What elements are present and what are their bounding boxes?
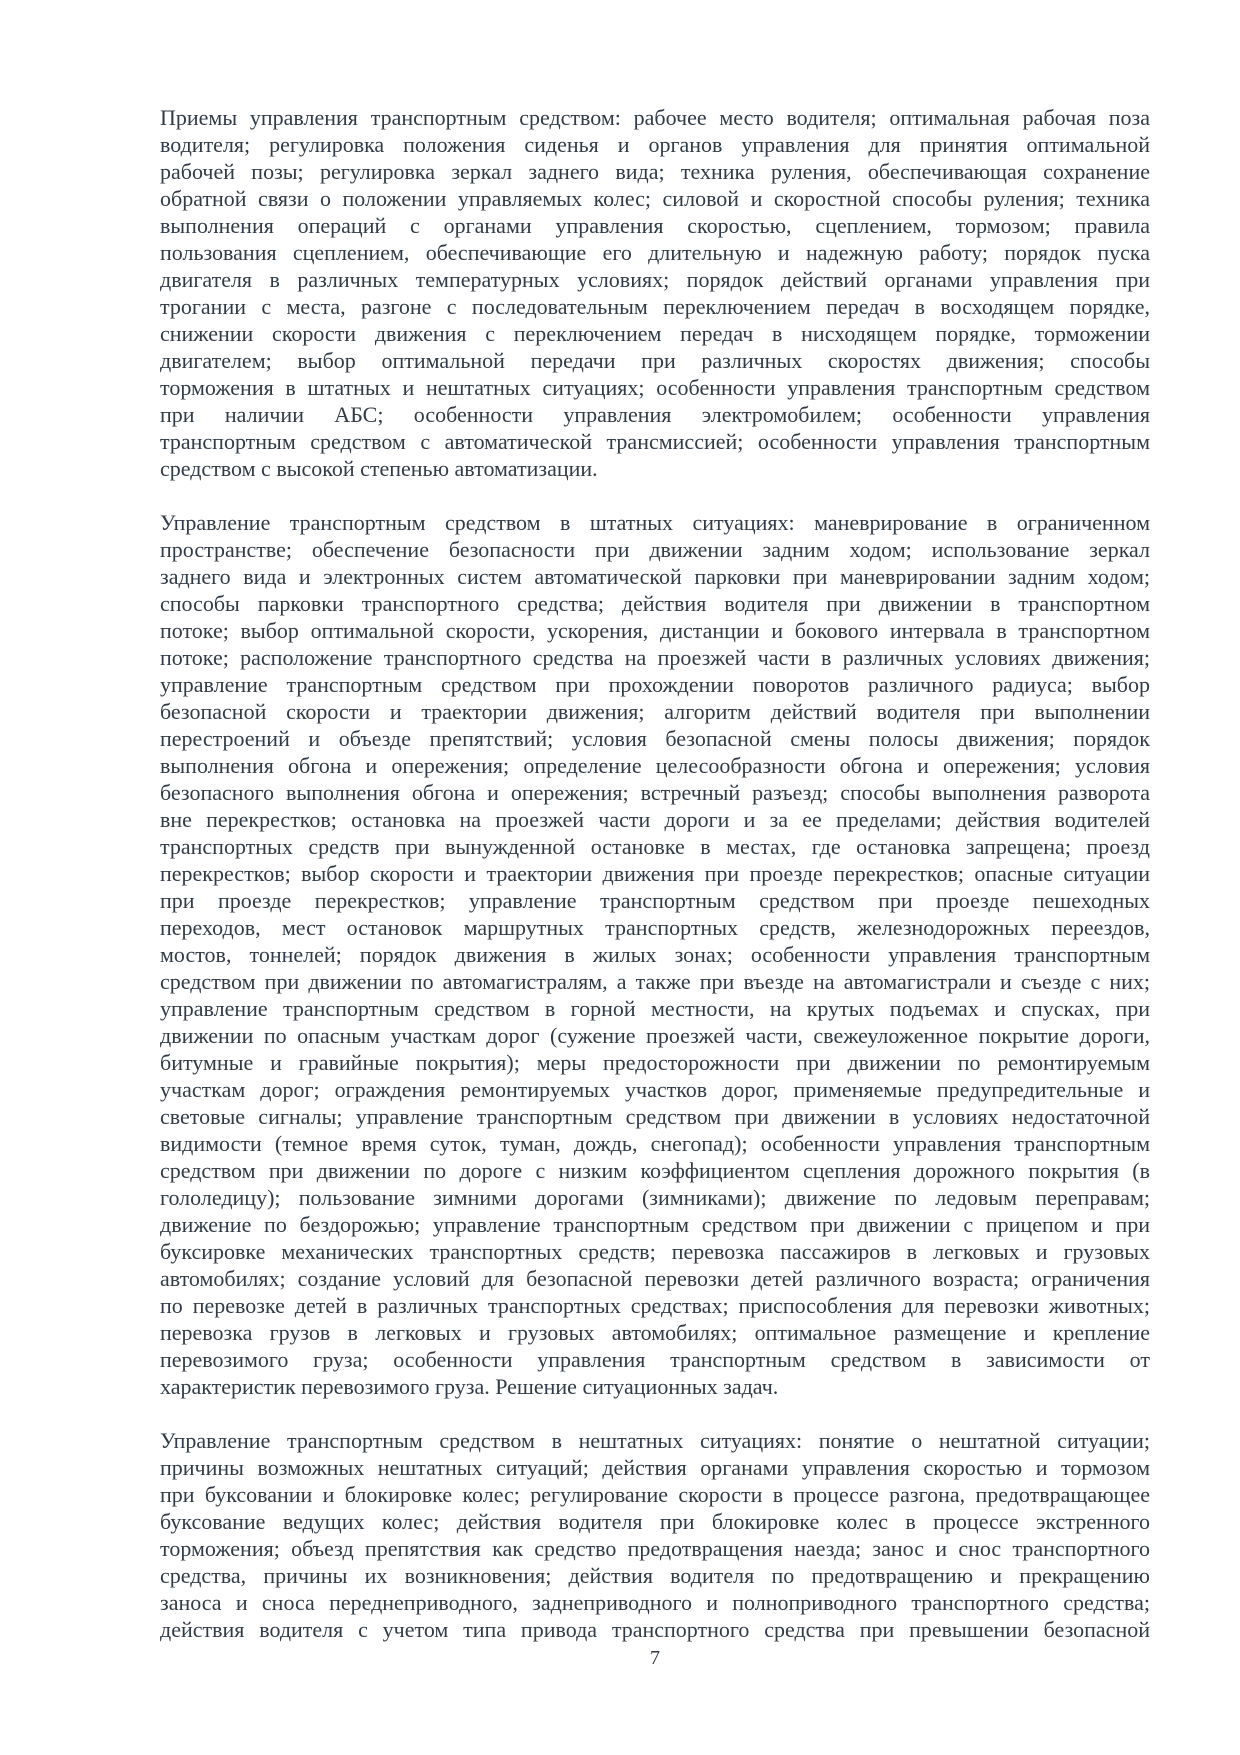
- text-line: способы парковки транспортного средства; действия водителя при движении в транспортном: [160, 591, 1150, 616]
- text-line: средством при движении по автомагистралям, а также при въезде на автомагистрали и съезде с них;: [160, 969, 1150, 994]
- text-line: транспортных средств при вынужденной остановке в местах, где остановка запрещена; проезд: [160, 834, 1150, 859]
- text-line: двигателем; выбор оптимальной передачи при различных скоростях движения; способы: [160, 348, 1150, 373]
- text-line: битумные и гравийные покрытия); меры предосторожности при движении по ремонтируемым: [160, 1050, 1150, 1075]
- text-line: видимости (темное время суток, туман, дождь, снегопад); особенности управления транспортным: [160, 1131, 1150, 1156]
- text-line: при проезде перекрестков; управление транспортным средством при проезде пешеходных: [160, 888, 1150, 913]
- text-line: движение по бездорожью; управление транспортным средством при движении с прицепом и при: [160, 1212, 1150, 1237]
- text-line: торможения в штатных и нештатных ситуациях; особенности управления транспортным средством: [160, 375, 1150, 400]
- text-line: выполнения операций с органами управления скоростью, сцеплением, тормозом; правила: [160, 213, 1150, 238]
- text-line: движении по опасным участкам дорог (сужение проезжей части, свежеуложенное покрытие дороги,: [160, 1023, 1150, 1048]
- text-line: торможения; объезд препятствия как средство предотвращения наезда; занос и снос транспортного: [160, 1536, 1150, 1561]
- paragraph: [160, 104, 1150, 482]
- text-line: участкам дорог; ограждения ремонтируемых участков дорог, применяемые предупредительные и: [160, 1077, 1150, 1102]
- text-line: действия водителя с учетом типа привода транспортного средства при превышении безопасной: [160, 1617, 1150, 1642]
- text-line: перевозка грузов в легковых и грузовых автомобилях; оптимальное размещение и крепление: [160, 1320, 1150, 1345]
- text-line: гололедицу); пользование зимними дорогами (зимниками); движение по ледовым переправам;: [160, 1185, 1150, 1210]
- text-line: выполнения обгона и опережения; определение целесообразности обгона и опережения; условия: [160, 753, 1150, 778]
- text-line: заноса и сноса переднеприводного, заднеприводного и полноприводного транспортного средства;: [160, 1590, 1150, 1615]
- text-line: причины возможных нештатных ситуаций; действия органами управления скоростью и тормозом: [160, 1455, 1150, 1480]
- paragraph: [160, 509, 1150, 1400]
- text-line: обратной связи о положении управляемых колес; силовой и скоростной способы руления; техника: [160, 186, 1150, 211]
- text-line: снижении скорости движения с переключением передач в нисходящем порядке, торможении: [160, 321, 1150, 346]
- text-line: по перевозке детей в различных транспортных средствах; приспособления для перевозки животных;: [160, 1293, 1150, 1318]
- text-line: мостов, тоннелей; порядок движения в жилых зонах; особенности управления транспортным: [160, 942, 1150, 967]
- text-line: средства, причины их возникновения; действия водителя по предотвращению и прекращению: [160, 1563, 1150, 1588]
- text-line: перевозимого груза; особенности управления транспортным средством в зависимости от: [160, 1347, 1150, 1372]
- text-line: перестроений и объезде препятствий; условия безопасной смены полосы движения; порядок: [160, 726, 1150, 751]
- text-line: перекрестков; выбор скорости и траектории движения при проезде перекрестков; опасные ситуации: [160, 861, 1150, 886]
- text-line: вне перекрестков; остановка на проезжей части дороги и за ее пределами; действия водителей: [160, 807, 1150, 832]
- text-line: средством при движении по дороге с низким коэффициентом сцепления дорожного покрытия (в: [160, 1158, 1150, 1183]
- text-line: при буксовании и блокировке колес; регулирование скорости в процессе разгона, предотвращающее: [160, 1482, 1150, 1507]
- text-line: характеристик перевозимого груза. Решение ситуационных задач.: [160, 1374, 779, 1399]
- text-line: управление транспортным средством в горной местности, на крутых подъемах и спусках, при: [160, 996, 1150, 1021]
- text-line: пространстве; обеспечение безопасности при движении задним ходом; использование зеркал: [160, 537, 1150, 562]
- text-line: транспортным средством с автоматической трансмиссией; особенности управления транспортным: [160, 429, 1150, 454]
- text-line: при наличии АБС; особенности управления электромобилем; особенности управления: [160, 402, 1150, 427]
- text-line: рабочей позы; регулировка зеркал заднего вида; техника руления, обеспечивающая сохранение: [160, 159, 1150, 184]
- text-line: средством с высокой степенью автоматизации.: [160, 456, 598, 481]
- text-line: переходов, мест остановок маршрутных транспортных средств, железнодорожных переездов,: [160, 915, 1150, 940]
- text-line: безопасной скорости и траектории движения; алгоритм действий водителя при выполнении: [160, 699, 1150, 724]
- text-line: потоке; расположение транспортного средства на проезжей части в различных условиях движения;: [160, 645, 1150, 670]
- text-line: двигателя в различных температурных условиях; порядок действий органами управления при: [160, 267, 1150, 292]
- text-line: автомобилях; создание условий для безопасной перевозки детей различного возраста; ограничения: [160, 1266, 1150, 1291]
- paragraph: [160, 1427, 1150, 1643]
- text-line: заднего вида и электронных систем автоматической парковки при маневрировании задним ходом;: [160, 564, 1150, 589]
- text-line: Управление транспортным средством в штатных ситуациях: маневрирование в ограниченном: [160, 510, 1150, 535]
- text-line: безопасного выполнения обгона и опережения; встречный разъезд; способы выполнения разворота: [160, 780, 1150, 805]
- text-line: трогании с места, разгоне с последовательным переключением передач в восходящем порядке,: [160, 294, 1150, 319]
- text-line: управление транспортным средством при прохождении поворотов различного радиуса; выбор: [160, 672, 1150, 697]
- text-line: пользования сцеплением, обеспечивающие его длительную и надежную работу; порядок пуска: [160, 240, 1150, 265]
- text-line: буксировке механических транспортных средств; перевозка пассажиров в легковых и грузовых: [160, 1239, 1150, 1264]
- text-block: [160, 104, 1150, 1670]
- page-number: 7: [650, 1647, 660, 1669]
- text-line: потоке; выбор оптимальной скорости, ускорения, дистанции и бокового интервала в транспортном: [160, 618, 1150, 643]
- text-line: Управление транспортным средством в нештатных ситуациях: понятие о нештатной ситуации;: [160, 1428, 1150, 1453]
- text-line: буксование ведущих колес; действия водителя при блокировке колес в процессе экстренного: [160, 1509, 1150, 1534]
- text-line: Приемы управления транспортным средством: рабочее место водителя; оптимальная рабочая поза: [160, 105, 1150, 130]
- text-line: световые сигналы; управление транспортным средством при движении в условиях недостаточной: [160, 1104, 1150, 1129]
- text-line: водителя; регулировка положения сиденья и органов управления для принятия оптимальной: [160, 132, 1150, 157]
